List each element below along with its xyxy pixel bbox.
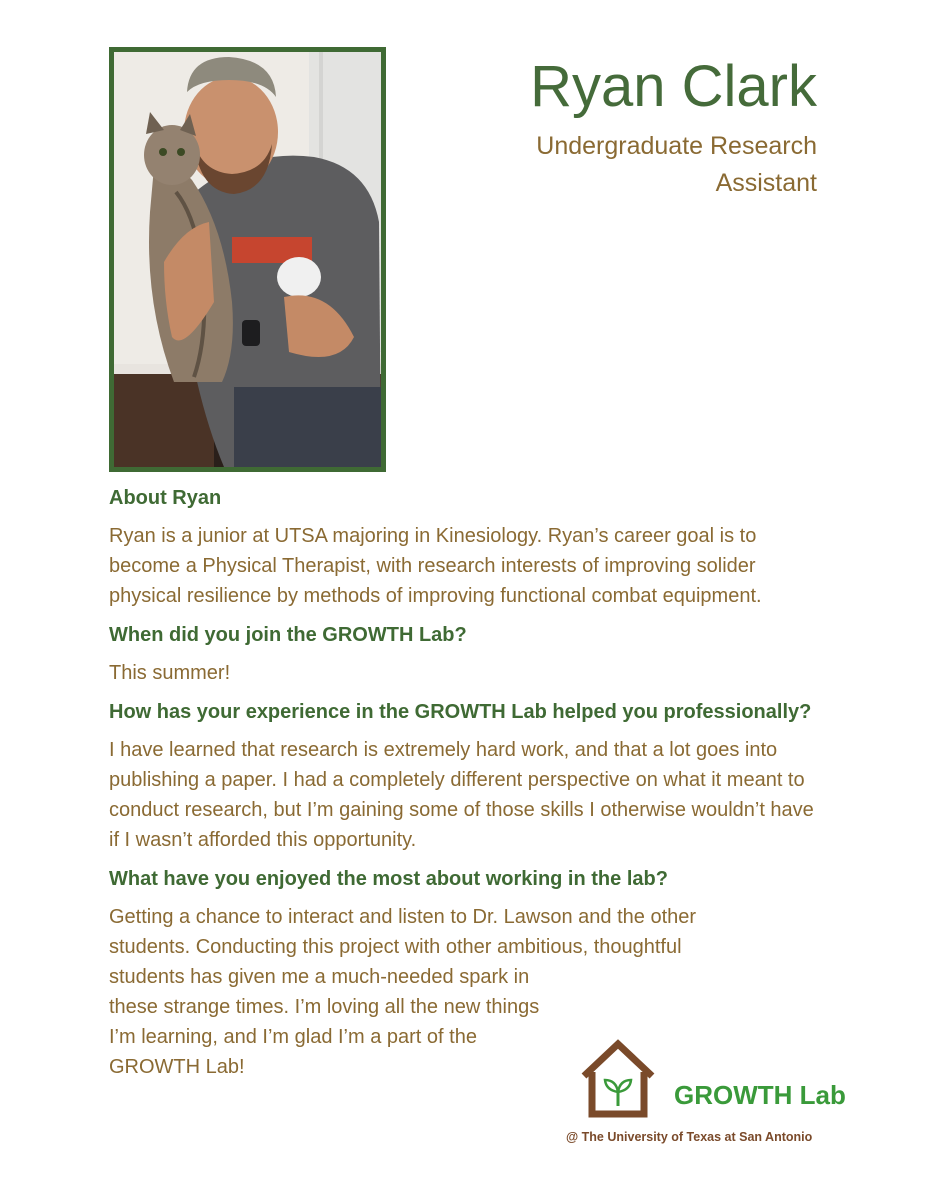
section-heading-experience: How has your experience in the GROWTH Lab helped you professionally? bbox=[109, 701, 812, 723]
profile-content bbox=[109, 484, 829, 1082]
person-name: Ryan Clark bbox=[530, 54, 817, 119]
section-body-about: Ryan is a junior at UTSA majoring in Kinesiology. Ryan’s career goal is to become a Physical Therapist, with research interests of improving solider physical resilience by methods of improving functional combat equipment. bbox=[109, 525, 762, 607]
profile-photo bbox=[109, 47, 386, 472]
section-body-enjoyed-line-2: students. Conducting this project with other ambitious, thoughtful bbox=[109, 936, 682, 958]
person-with-cat-image bbox=[114, 52, 381, 467]
logo-name: GROWTH Lab bbox=[674, 1080, 846, 1110]
section-body-enjoyed-line-1: Getting a chance to interact and listen to Dr. Lawson and the other bbox=[109, 906, 697, 928]
section-body-join: This summer! bbox=[109, 662, 231, 684]
section-heading-about: About Ryan bbox=[109, 487, 222, 509]
growth-lab-logo bbox=[560, 1036, 860, 1156]
house-sprout-icon bbox=[578, 1038, 658, 1118]
person-role: Undergraduate Research Assistant bbox=[536, 132, 817, 197]
section-heading-enjoyed: What have you enjoyed the most about working in the lab? bbox=[109, 868, 668, 890]
section-heading-join: When did you join the GROWTH Lab? bbox=[109, 624, 467, 646]
section-body-enjoyed-rest: students has given me a much-needed spark in these strange times. I’m loving all the new things I’m learning, and I’m glad I’m a part of the GROWTH Lab! bbox=[109, 966, 540, 1078]
section-body-experience: I have learned that research is extremely hard work, and that a lot goes into publishing a paper. I had a completely different perspective on what it meant to conduct research, but I’m gaining some of those skills I otherwise wouldn’t have if I wasn’t afforded this opportunity. bbox=[109, 739, 814, 851]
logo-affiliation: @ The University of Texas at San Antonio bbox=[566, 1130, 813, 1144]
